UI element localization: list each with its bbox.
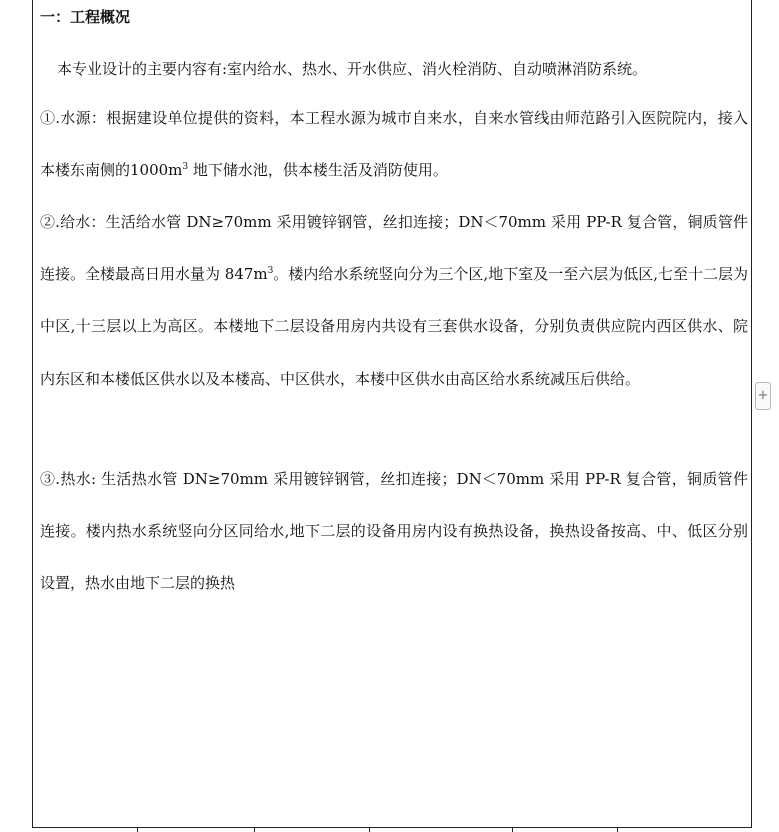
water-source-superscript: 3 [182,162,189,173]
intro-paragraph [40,43,748,95]
water-source-text-a: ①.水源：根据建设单位提供的资料，本工程水源为城市自来水，自来水管线由师范路引入医院院内，接入本楼东南侧的1000m [40,109,748,180]
water-supply-superscript: 3 [267,266,274,277]
section-title: 一：工程概况 [40,8,131,26]
water-supply-text-b: 。楼内给水系统竖向分为三个区,地下室及一至六层为低区,七至十二层为中区,十三层以上为高区。本楼地下二层设备用房内共设有三套供水设备，分别负责供应院内西区供水、院内东区和本楼低区供水以及本楼高、中区供水，本楼中区供水由高区给水系统减压后供给。 [40,265,748,388]
intro-text: 本专业设计的主要内容有:室内给水、热水、开水供应、消火栓消防、自动喷淋消防系统。 [57,60,648,78]
water-supply-paragraph [40,196,748,405]
expand-plus-icon[interactable]: + [755,382,771,410]
water-source-text-b: 地下储水池，供本楼生活及消防使用。 [192,161,448,180]
cell-divider [617,828,618,832]
water-source-paragraph [40,92,748,196]
hot-water-text: ③.热水: 生活热水管 DN≥70mm 采用镀锌钢管，丝扣连接；DN＜70mm 采用 PP-R 复合管，铜质管件连接。楼内热水系统竖向分区同给水,地下二层的设备用房内设有换热设备，换热设备按高、中、低区分别设置，热水由地下二层的换热 [40,470,748,593]
next-table-row-edge [32,828,752,832]
hot-water-paragraph [40,453,748,610]
water-supply-text-a: ②.给水：生活给水管 DN≥70mm 采用镀锌钢管，丝扣连接；DN＜70mm 采用 PP-R 复合管，铜质管件连接。全楼最高日用水量为 847m [40,213,748,284]
cell-divider [254,828,255,832]
cell-divider [369,828,370,832]
cell-divider [512,828,513,832]
cell-divider [137,828,138,832]
